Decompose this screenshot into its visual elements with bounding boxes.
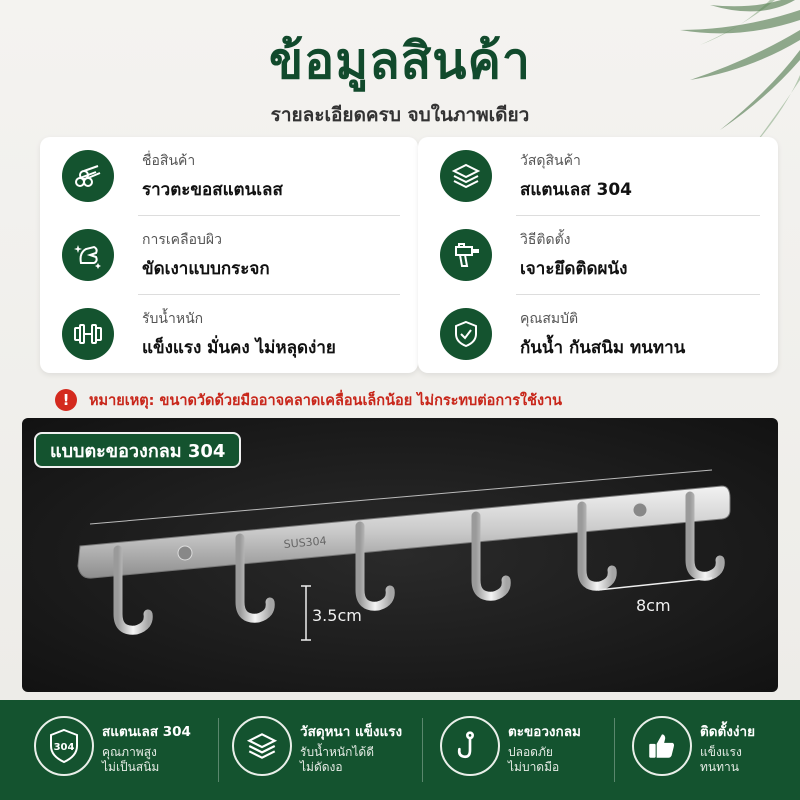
polish-cloth-icon <box>62 229 114 281</box>
feature-line: แข็งแรง <box>700 745 742 759</box>
layers-icon <box>440 150 492 202</box>
feature-line: ไม่ดัดงอ <box>300 760 343 774</box>
engraving-text: SUS304 <box>283 534 328 551</box>
feature-line: ปลอดภัย <box>508 745 553 759</box>
variant-badge: แบบตะขอวงกลม 304 <box>34 432 241 468</box>
feature-line: ไม่บาดมือ <box>508 760 560 774</box>
divider <box>614 718 615 782</box>
spec-row-name <box>40 137 418 215</box>
spec-value: ขัดเงาแบบกระจก <box>142 258 270 279</box>
spec-row-load <box>40 295 418 373</box>
svg-text:304: 304 <box>53 742 75 753</box>
hook-length-label: 3.5cm <box>312 606 362 625</box>
product-photo <box>22 418 778 692</box>
screw <box>633 503 647 517</box>
spec-value: แข็งแรง มั่นคง ไม่หลุดง่าย <box>142 337 336 358</box>
alert-icon: ! <box>55 389 77 411</box>
shield-check-icon <box>440 308 492 360</box>
measurement-note <box>55 388 760 412</box>
shield-304-icon <box>34 716 94 776</box>
thumbs-up-icon <box>632 716 692 776</box>
page-subtitle: รายละเอียดครบ จบในภาพเดียว <box>270 104 530 126</box>
spec-card-left <box>40 137 418 373</box>
divider <box>422 718 423 782</box>
feature-title: ตะขอวงกลม <box>508 724 581 740</box>
spec-value: สแตนเลส 304 <box>520 179 633 200</box>
feature-line: รับน้ำหนักได้ดี <box>300 745 375 759</box>
spec-value: ราวตะขอสแตนเลส <box>142 179 283 200</box>
note-text: หมายเหตุ: ขนาดวัดด้วยมืออาจคลาดเคลื่อนเล็กน้อย ไม่กระทบต่อการใช้งาน <box>89 392 563 409</box>
feature-title: ติดตั้งง่าย <box>700 724 755 740</box>
spec-row-finish <box>40 216 418 294</box>
spec-label: ชื่อสินค้า <box>142 152 196 169</box>
pipes-icon <box>62 150 114 202</box>
spec-value: เจาะยึดติดผนัง <box>520 258 628 279</box>
layers-icon <box>232 716 292 776</box>
spec-label: การเคลือบผิว <box>142 231 222 248</box>
spec-label: คุณสมบัติ <box>520 310 579 327</box>
spec-row-material <box>418 137 778 215</box>
spec-label: วัสดุสินค้า <box>520 152 581 169</box>
page-title: ข้อมูลสินค้า <box>268 32 532 90</box>
feature-bar <box>0 700 800 800</box>
dumbbell-icon <box>62 308 114 360</box>
feature-title: สแตนเลส 304 <box>102 724 191 740</box>
spec-row-properties <box>418 295 778 373</box>
feature-line: คุณภาพสูง <box>102 745 157 759</box>
hook-icon <box>440 716 500 776</box>
screw <box>178 546 192 560</box>
divider <box>218 718 219 782</box>
spec-card-right <box>418 137 778 373</box>
drill-icon <box>440 229 492 281</box>
spec-value: กันน้ำ กันสนิม ทนทาน <box>520 337 686 358</box>
spec-row-install <box>418 216 778 294</box>
hook-spacing-label: 8cm <box>636 596 671 615</box>
feature-line: ทนทาน <box>700 760 739 774</box>
feature-line: ไม่เป็นสนิม <box>102 760 160 774</box>
spec-label: วิธีติดตั้ง <box>520 231 571 248</box>
spec-label: รับน้ำหนัก <box>142 310 204 327</box>
rail-bar <box>78 486 730 578</box>
feature-title: วัสดุหนา แข็งแรง <box>300 724 403 740</box>
